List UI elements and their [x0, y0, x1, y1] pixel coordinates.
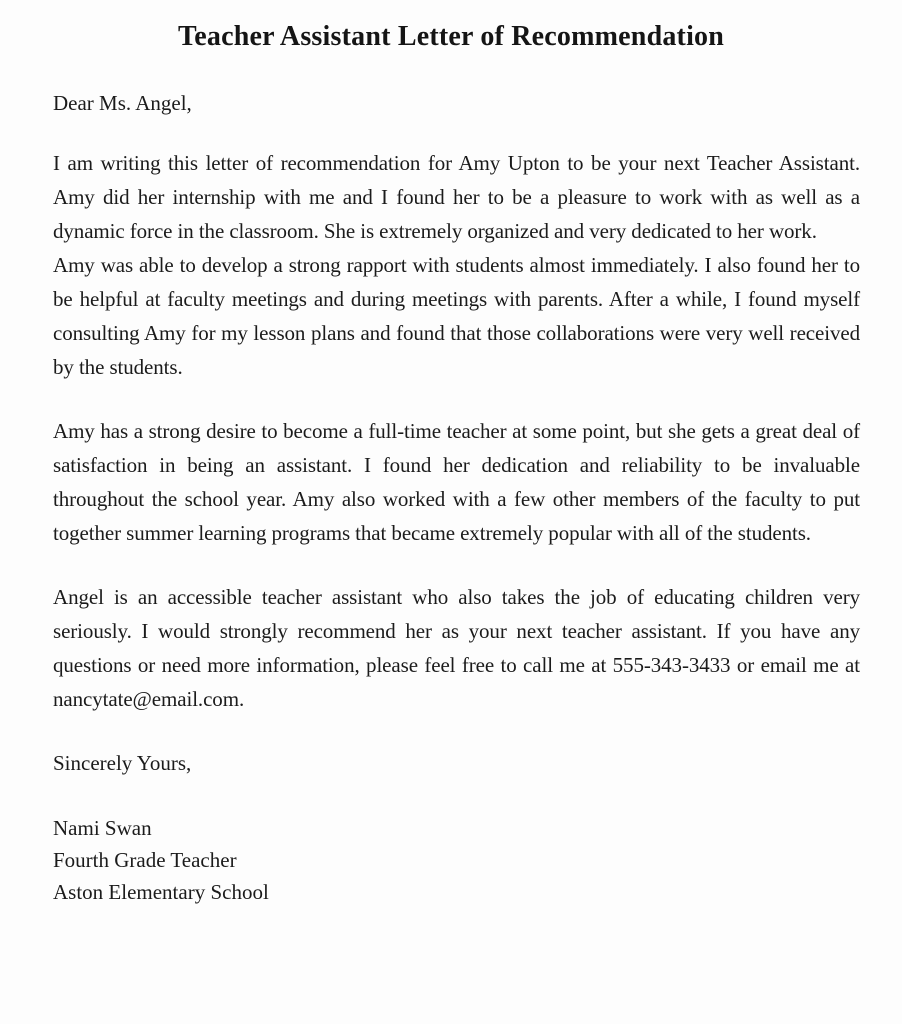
letter-body: [53, 146, 860, 716]
closing-line: Sincerely Yours,: [53, 751, 192, 775]
signature-name: Nami Swan: [53, 816, 152, 840]
signature-school: Aston Elementary School: [53, 880, 269, 904]
paragraph-intro: I am writing this letter of recommendation for Amy Upton to be your next Teacher Assistant. Amy did her internship with me and I found her to be a pleasure to work with as well as a dynamic force in the classroom. She is extremely organized and very dedicated to her work.: [53, 151, 860, 243]
signature-block: [53, 812, 860, 908]
letter-title: Teacher Assistant Letter of Recommendation: [177, 21, 725, 52]
paragraph-rapport: Amy was able to develop a strong rapport with students almost immediately. I also found her to be helpful at faculty meetings and during meetings with parents. After a while, I found myself consulting Amy for my lesson plans and found that those collaborations were very well received by the students.: [53, 253, 860, 379]
paragraph-recommendation-contact: Angel is an accessible teacher assistant who also takes the job of educating children very seriously. I would strongly recommend her as your next teacher assistant. If you have any questions or need more information, please feel free to call me at 555-343-3433 or email me at nancytate@email.com.: [53, 585, 860, 711]
salutation: Dear Ms. Angel,: [53, 91, 192, 115]
signature-role: Fourth Grade Teacher: [53, 848, 237, 872]
paragraph-dedication: Amy has a strong desire to become a full-time teacher at some point, but she gets a great deal of satisfaction in being an assistant. I found her dedication and reliability to be invaluable throughout the school year. Amy also worked with a few other members of the faculty to put together summer learning programs that became extremely popular with all of the students.: [53, 419, 860, 545]
